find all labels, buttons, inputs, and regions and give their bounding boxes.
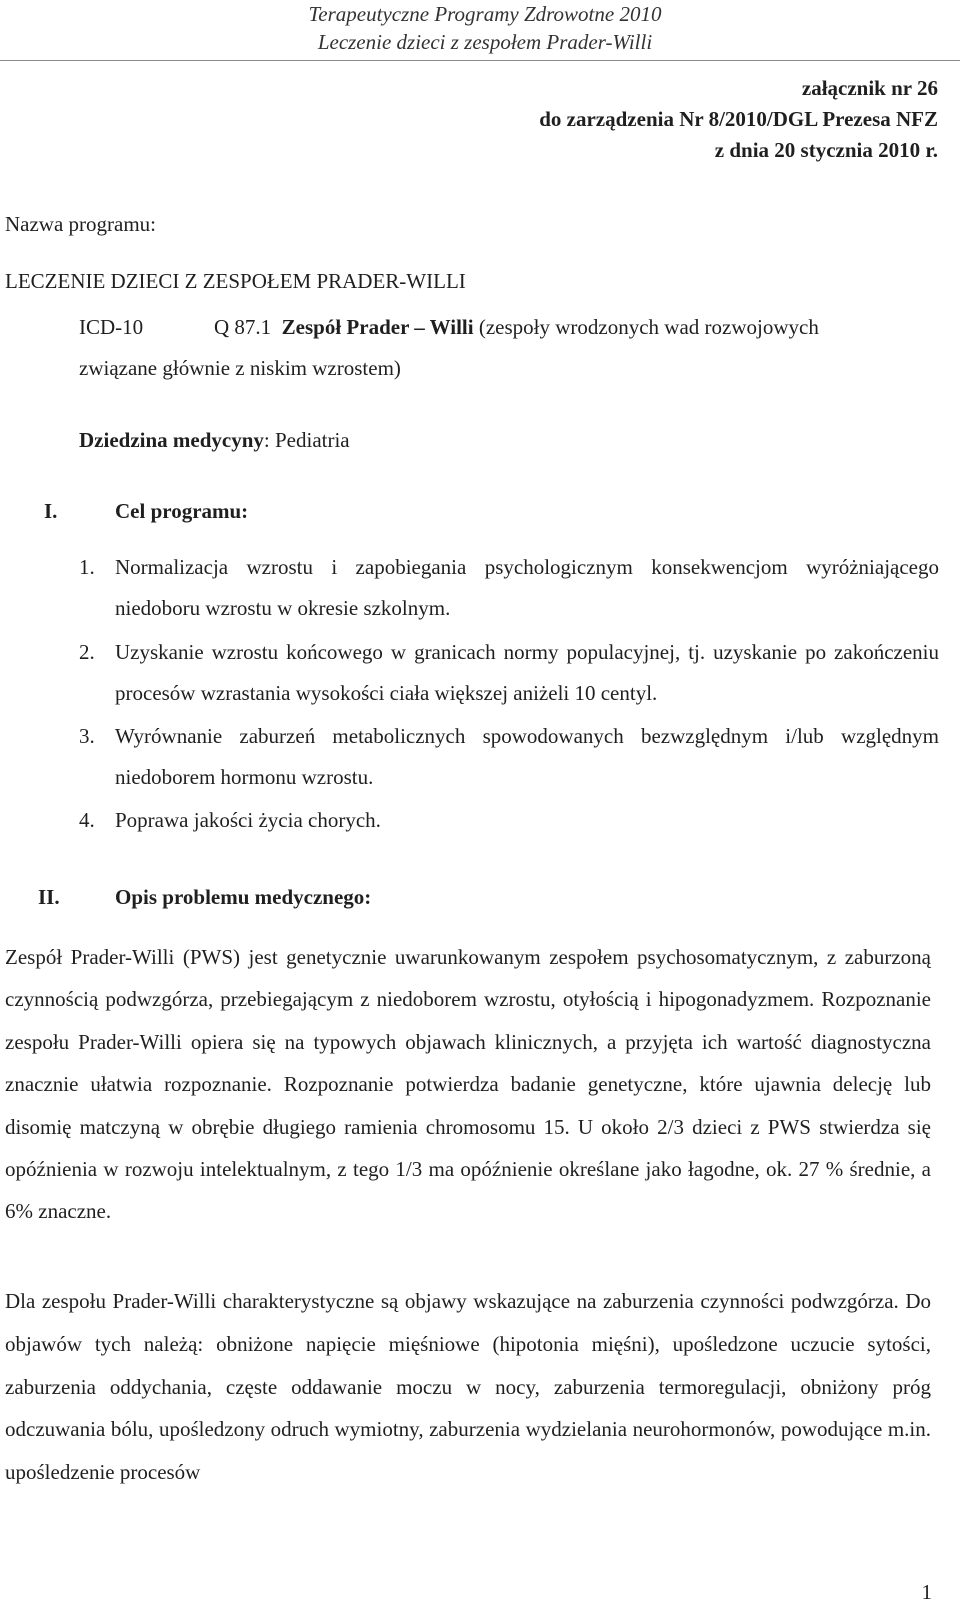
annex-line1: załącznik nr 26 xyxy=(801,76,938,100)
program-name-label: Nazwa programu: xyxy=(5,212,157,236)
goal-item-3 xyxy=(79,716,939,798)
program-title: LECZENIE DZIECI Z ZESPOŁEM PRADER-WILLI xyxy=(5,269,466,293)
icd-label: ICD-10 xyxy=(79,315,144,339)
specialty-line xyxy=(79,426,350,454)
icd-description-line2: związane głównie z niskim wzrostem) xyxy=(79,356,401,380)
goal-item-text: Normalizacja wzrostu i zapobiegania psychologicznym konsekwencjom wyróżniającego niedoboru wzrostu w okresie szkolnym. xyxy=(115,555,939,620)
annex-line3: z dnia 20 stycznia 2010 r. xyxy=(714,138,938,162)
annex-block xyxy=(539,73,938,166)
page-number: 1 xyxy=(921,1580,932,1604)
goal-item-number: 3. xyxy=(79,724,95,748)
icd-code: Q 87.1 xyxy=(214,315,272,339)
goal-item-text: Poprawa jakości życia chorych. xyxy=(115,808,381,832)
running-header-line2: Leczenie dzieci z zespołem Prader-Willi xyxy=(317,30,653,54)
goal-item-number: 1. xyxy=(79,555,95,579)
section2-numeral: II. xyxy=(38,885,60,909)
goal-item-1 xyxy=(79,547,939,629)
icd-name: Zespół Prader – Willi xyxy=(281,315,474,339)
goal-item-number: 2. xyxy=(79,640,95,664)
annex-line2: do zarządzenia Nr 8/2010/DGL Prezesa NFZ xyxy=(539,107,938,131)
goal-item-number: 4. xyxy=(79,808,95,832)
description-paragraph-2-text: Dla zespołu Prader-Willi charakterystyczne są objawy wskazujące na zaburzenia czynności podwzgórza. Do objawów tych należą: obniżone napięcie mięśniowe (hipotonia mięśni), upośledzone uczucie sytości, zaburzenia oddychania, częste oddawanie moczu w nocy, zaburzenia termoregulacji, obniżony próg odczuwania bólu, upośledzony odruch wymiotny, zaburzenia wydzielania neurohormonów, powodujące m.in. upośledzenie procesów xyxy=(5,1289,931,1485)
running-header xyxy=(275,0,695,56)
description-paragraph-2 xyxy=(5,1280,931,1494)
description-paragraph-1 xyxy=(5,936,931,1233)
section1-title: Cel programu: xyxy=(115,499,249,523)
description-paragraph-1-text: Zespół Prader-Willi (PWS) jest genetycznie uwarunkowanym zespołem psychosomatycznym, z zaburzoną czynnością podwzgórza, przebiegającym z niedoborem wzrostu, otyłością i hipogonadyzmem. Rozpoznanie zespołu Prader-Willi opiera się na typowych objawach klinicznych, a przyjęta ich wartość diagnostyczna znacznie ułatwia rozpoznanie. Rozpoznanie potwierdza badanie genetyczne, które ujawnia delecję lub disomię matczyną w obrębie długiego ramienia chromosomu 15. U około 2/3 dzieci z PWS stwierdza się opóźnienia w rozwoju intelektualnym, z tego 1/3 ma opóźnienie określane jako łagodne, ok. 27 % średnie, a 6% znaczne. xyxy=(5,945,931,1224)
section1-numeral: I. xyxy=(44,499,58,523)
icd-description-line1: (zespoły wrodzonych wad rozwojowych xyxy=(478,315,819,339)
section2-title: Opis problemu medycznego: xyxy=(115,885,372,909)
icd-line xyxy=(214,313,819,341)
header-divider xyxy=(0,60,960,61)
running-header-line1: Terapeutyczne Programy Zdrowotne 2010 xyxy=(308,2,662,26)
specialty-value: : Pediatria xyxy=(263,428,350,452)
goal-item-2 xyxy=(79,632,939,714)
goal-item-text: Wyrównanie zaburzeń metabolicznych spowodowanych bezwzględnym i/lub względnym niedoborem hormonu wzrostu. xyxy=(115,724,939,789)
goal-item-text: Uzyskanie wzrostu końcowego w granicach normy populacyjnej, tj. uzyskanie po zakończeniu procesów wzrastania wysokości ciała większej aniżeli 10 centyl. xyxy=(115,640,939,705)
goal-item-4 xyxy=(79,800,939,841)
specialty-label: Dziedzina medycyny xyxy=(79,428,264,452)
